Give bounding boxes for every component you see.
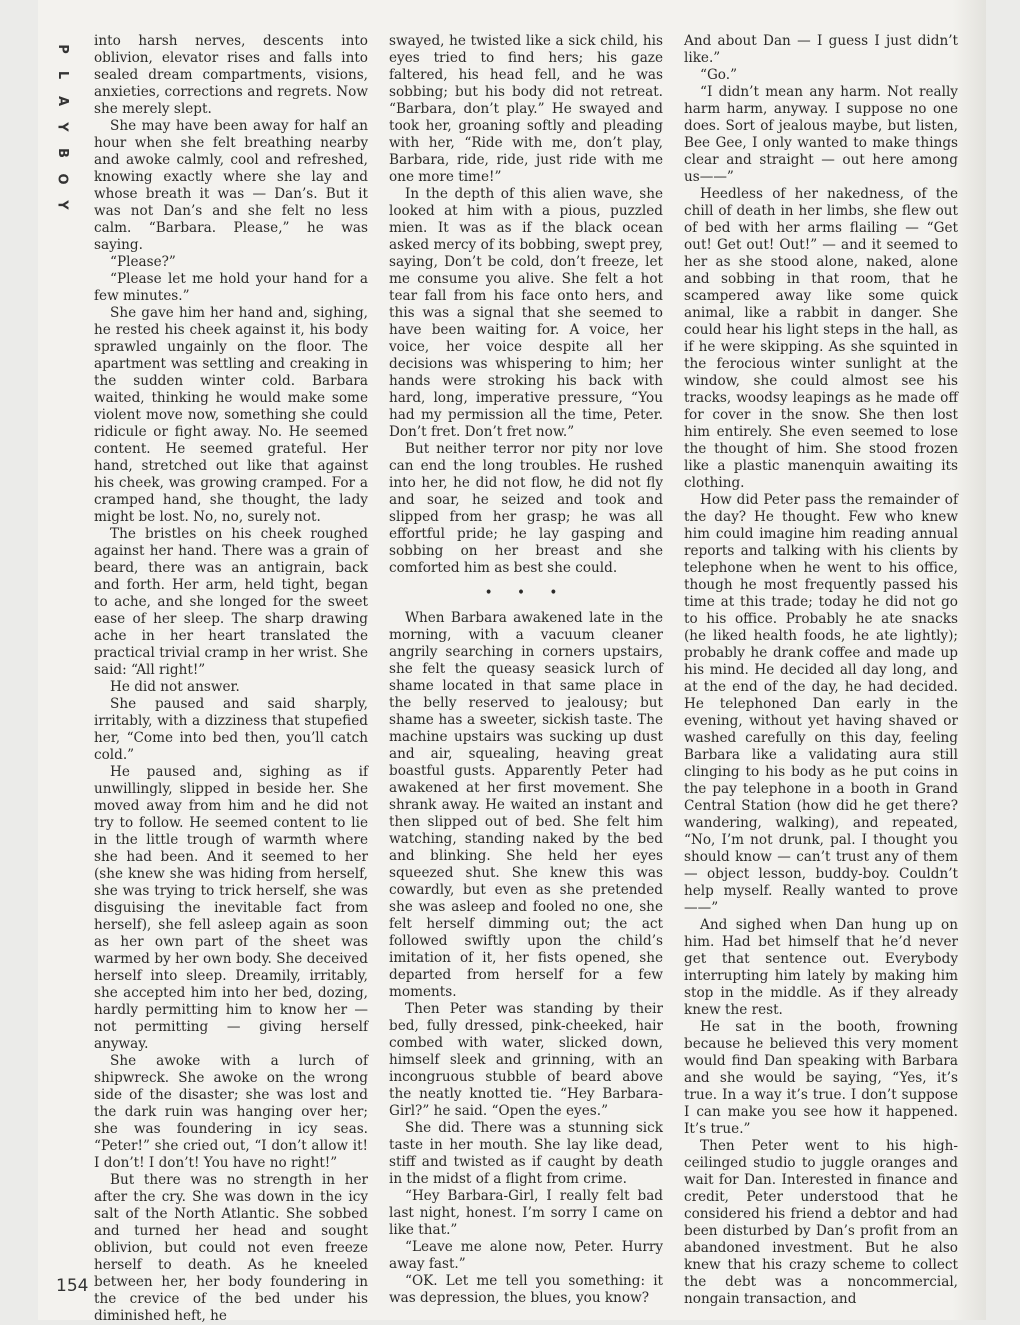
paragraph: swayed, he twisted like a sick child, his eyes tried to find hers; his gaze faltered, his head fell, and he was sobbing; but his body did not retreat. “Barbara, don’t play.” He swayed and took her, groaning softly and pleading with her, “Ride with me, don’t play, Barbara, ride, ride, just ride with me one more time!” bbox=[389, 33, 663, 185]
paragraph: But there was no strength in her after the cry. She was down in the icy salt of the North Atlantic. She sobbed and turned her head and sought oblivion, but could not even freeze herself to death. As he kneeled between her, her body foundering in the crevice of the bed under his diminished heft, he bbox=[94, 1172, 368, 1324]
paragraph: He paused and, sighing as if unwillingly, slipped in beside her. She moved away from him and he did not try to follow. He seemed content to lie in the little trough of warmth where she had been. And it seemed to her (she knew she was hiding from herself, she was trying to trick herself, she was disguising the inevitable fact from herself), she fell asleep again as soon as her own part of the sheet was warmed by her own body. She deceived herself into sleep. Dreamily, irritably, she accepted him into her bed, dozing, hardly permitting him to know her — not permitting — giving herself anyway. bbox=[94, 764, 368, 1052]
paragraph: into harsh nerves, descents into oblivion, elevator rises and falls into sealed dream compartments, visions, anxieties, corrections and regrets. Now she merely slept. bbox=[94, 33, 368, 117]
paragraph: Then Peter was standing by their bed, fully dressed, pink-cheeked, hair combed with water, slicked down, himself sleek and grinning, with an incongruous stubble of beard above the neatly knotted tie. “Hey Barbara-Girl?” he said. “Open the eyes.” bbox=[389, 1001, 663, 1119]
text-column-2 bbox=[389, 33, 663, 1307]
paragraph: He did not answer. bbox=[110, 679, 240, 695]
paragraph: She paused and said sharply, irritably, with a dizziness that stupefied her, “Come into bed then, you’ll catch cold.” bbox=[94, 696, 368, 763]
paragraph: “Hey Barbara-Girl, I really felt bad last night, honest. I’m sorry I came on like that.” bbox=[389, 1188, 663, 1238]
paragraph: Heedless of her nakedness, of the chill of death in her limbs, she flew out of bed with her arms flailing — “Get out! Get out! Out!” — and it seemed to her as she stood alone, naked, alone and sobbing in that room, that he scampered away like some quick animal, like a rabbit in danger. She could hear his light steps in the hall, as if he were skipping. As she squinted in the ferocious winter sunlight at the window, she could almost see his tracks, woodsy leapings as he made off for cover in the snow. She then lost him entirely. She even seemed to lose the thought of him. She stood frozen like a plastic manenquin awaiting its clothing. bbox=[684, 186, 958, 491]
paragraph: “I didn’t mean any harm. Not really harm harm, anyway. I suppose no one does. Sort of jealous maybe, but listen, Bee Gee, I only wanted to make things clear and straight — out here among us——” bbox=[684, 84, 958, 185]
paragraph: “Leave me alone now, Peter. Hurry away fast.” bbox=[389, 1239, 663, 1272]
paragraph: “Please?” bbox=[110, 254, 176, 270]
running-head-letter: P bbox=[55, 44, 70, 54]
paragraph: Then Peter went to his high-ceilinged studio to juggle oranges and wait for Dan. Interested in finance and credit, Peter understood that he considered his friend a debtor and had been disturbed by Dan’s profit from an abandoned investment. But he also knew that his crazy scheme to collect the debt was a noncommercial, nongain transaction, and bbox=[684, 1138, 958, 1307]
paragraph: And sighed when Dan hung up on him. Had bet himself that he’d never get that sentence out. Everybody interrupting him lately by making him stop in the middle. As if they already knew the rest. bbox=[684, 917, 958, 1018]
paragraph: “Go.” bbox=[700, 67, 738, 83]
paragraph: “Please let me hold your hand for a few minutes.” bbox=[94, 271, 368, 304]
paragraph: But neither terror nor pity nor love can end the long troubles. He rushed into her, he did not flow, he did not fly and soar, he seized and took and slipped from her grasp; he was all effortful pride; he lay gasping and sobbing on her breast and she comforted him as best she could. bbox=[389, 441, 663, 576]
running-head-letter: A bbox=[55, 95, 70, 107]
paragraph: How did Peter pass the remainder of the day? He thought. Few who knew him could imagine him reading annual reports and talking with his clients by telephone when he went to his office, though he most frequently passed his time at this trade; today he did not go to his office. Probably he ate snacks (he liked health foods, he ate lightly); probably he drank coffee and made up his mind. He decided all day long, and at the end of the day, he had decided. He telephoned Dan early in the evening, without yet having shaved or washed carefully on this day, feeling Barbara like a validating aura still clinging to his body as he put coins in the pay telephone in a booth in Grand Central Station (how did he get there? wandering, walking), and repeated, “No, I’m not drunk, pal. I thought you should know — can’t trust any of them — object lesson, buddy-boy. Couldn’t help myself. Really wanted to prove ——” bbox=[684, 492, 958, 916]
running-head-letter: O bbox=[55, 173, 70, 185]
paragraph: He sat in the booth, frowning because he believed this very moment would find Dan speaking with Barbara and she would be saying, “Yes, it’s true. In a way it’s true. I don’t suppose I can make you see how it happened. It’s true.” bbox=[684, 1019, 958, 1137]
running-head-letter: Y bbox=[54, 122, 70, 132]
paragraph: The bristles on his cheek roughed against her hand. There was a grain of beard, there was an antigrain, back and forth. Her arm, held tight, began to ache, and she longed for the sweet ease of her sleep. The sharp drawing ache in her heart translated the practical trivial cramp in her wrist. She said: “All right!” bbox=[94, 526, 368, 678]
paragraph: She did. There was a stunning sick taste in her mouth. She lay like dead, stiff and twisted as if caught by death in the midst of a flight from crime. bbox=[389, 1120, 663, 1187]
running-head-letter: L bbox=[54, 70, 70, 80]
text-column-1 bbox=[94, 33, 368, 1325]
paragraph: She gave him her hand and, sighing, he rested his cheek against it, his body sprawled ungainly on the floor. The apartment was settling and creaking in the sudden winter cold. Barbara waited, thinking he would make some violent move now, something she could ridicule or fight away. No. He seemed content. He seemed grateful. Her hand, stretched out like that against his cheek, was growing cramped. For a cramped hand, she thought, the lady might be lost. No, no, surely not. bbox=[94, 305, 368, 525]
running-head bbox=[52, 36, 72, 218]
text-column-3 bbox=[684, 33, 958, 1308]
paragraph: When Barbara awakened late in the morning, with a vacuum cleaner angrily searching in corners upstairs, she felt the queasy seasick lurch of shame located in that same place in the belly reserved to jealousy; but shame has a sweeter, sickish taste. The machine upstairs was sucking up dust and air, squealing, heaving great boastful gusts. Apparently Peter had awakened at her first movement. She shrank away. He waited an instant and then slipped out of bed. She felt him watching, standing naked by the bed and blinking. She held her eyes squeezed shut. She knew this was cowardly, but even as she pretended she was asleep and fooled no one, she felt herself dimming out; the act followed swiftly upon the child’s imitation of it, her fists opened, she departed from herself for a few moments. bbox=[389, 610, 663, 1000]
paragraph: She may have been away for half an hour when she felt breathing nearby and awoke calmly, cool and refreshed, knowing exactly where she lay and whose breath it was — Dan’s. But it was not Dan’s and she felt no less calm. “Barbara. Please,” he was saying. bbox=[94, 118, 368, 253]
paragraph: “OK. Let me tell you something: it was depression, the blues, you know? bbox=[389, 1273, 663, 1306]
paragraph: In the depth of this alien wave, she looked at him with a pious, puzzled mien. It was as if the black ocean asked mercy of its bobbing, swept prey, saying, Don’t be cold, don’t freeze, let me consume you alive. She felt a hot tear fall from his face onto hers, and this was a signal that she seemed to have been waiting for. A voice, her voice, her voice despite all her decisions was whispering to him; her hands were stroking his back with hard, long, imperative pressure, “You had my permission all the time, Peter. Don’t fret. Don’t fret now.” bbox=[389, 186, 663, 440]
running-head-letter: B bbox=[54, 148, 70, 158]
page-number: 154 bbox=[56, 1276, 89, 1296]
running-head-letter: Y bbox=[54, 200, 70, 210]
paragraph: She awoke with a lurch of shipwreck. She awoke on the wrong side of the disaster; she was lost and the dark ruin was hanging over her; she was foundering in icy seas. “Peter!” she cried out, “I don’t allow it! I don’t! I don’t! You have no right!” bbox=[94, 1053, 368, 1171]
paragraph: And about Dan — I guess I just didn’t like.” bbox=[684, 33, 958, 66]
section-break: • • • bbox=[484, 585, 568, 601]
